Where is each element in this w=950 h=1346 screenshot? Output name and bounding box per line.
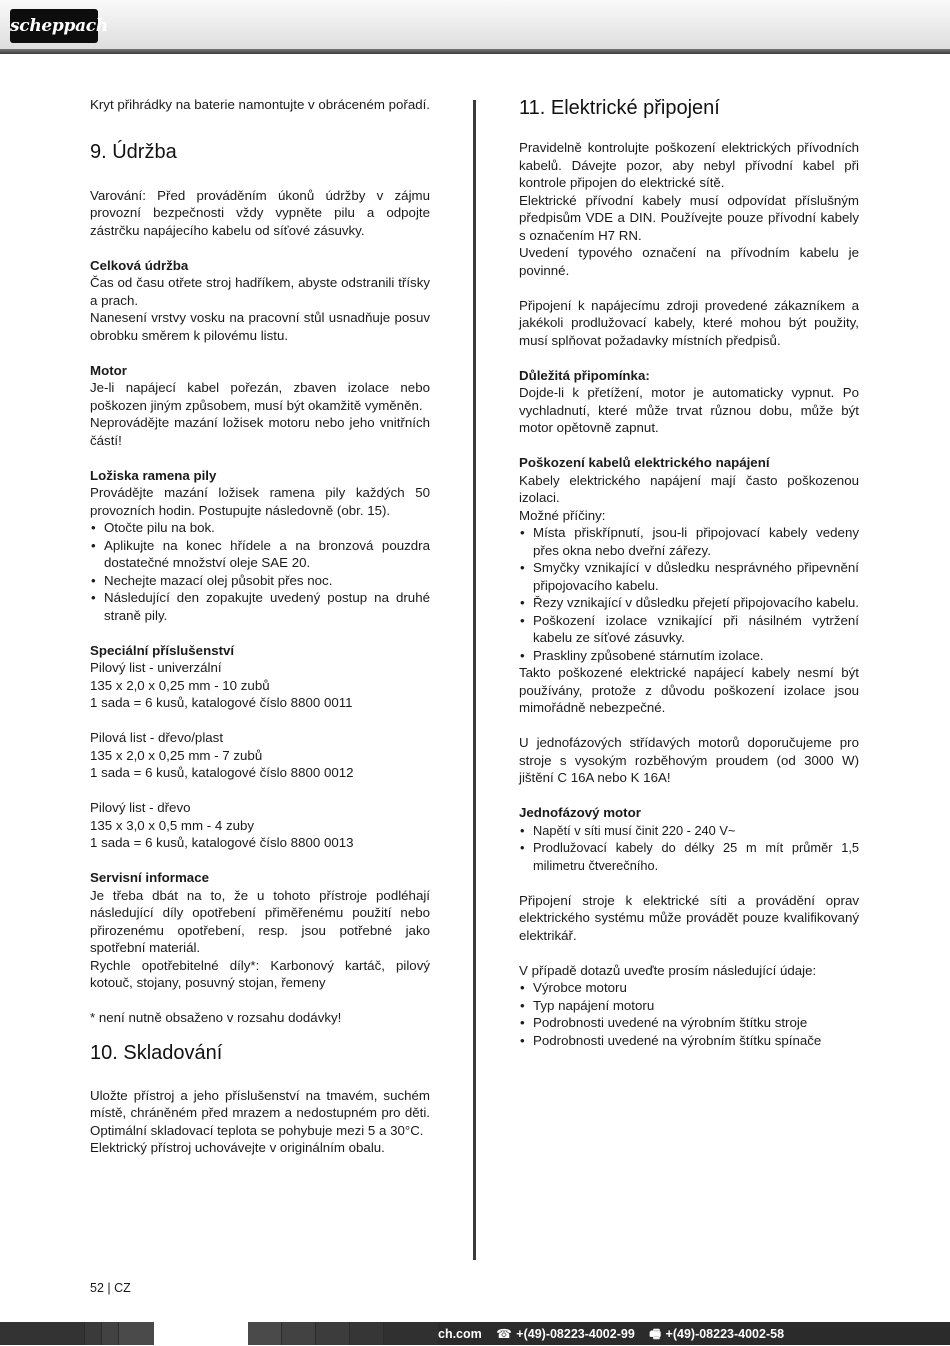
accessory-line: 135 x 2,0 x 0,25 mm - 10 zubů [90, 677, 270, 693]
accessory-line: 135 x 2,0 x 0,25 mm - 7 zubů [90, 747, 263, 763]
accessory-line: Pilový list - univerzální [90, 660, 222, 675]
footer-segment [384, 1322, 438, 1345]
accessory-line: 1 sada = 6 kusů, katalogové číslo 8800 0013 [90, 835, 354, 850]
inquiry-text: V případě dotazů uveďte prosím následující údaje: [519, 962, 817, 978]
list-item: • Typ napájení motoru [519, 997, 859, 1015]
list-item: • Prodlužovací kabely do délky 25 m mít průměr 1,5 milimetru čtverečního. [519, 839, 859, 874]
single-phase-heading: Jednofázový motor [519, 805, 641, 820]
electric-text-2: Elektrické přívodní kabely musí odpovídat příslušným předpisům VDE a DIN. Používejte pouze přívodní kabely s označením H7 RN. [519, 192, 859, 243]
accessory-line: Pilová list - dřevo/plast [90, 730, 224, 745]
accessory-line: 135 x 3,0 x 0,5 mm - 4 zuby [90, 817, 255, 833]
footer-white-block [154, 1322, 248, 1345]
list-item: • Smyčky vznikající v důsledku nesprávného připevnění připojovacího kabelu. [519, 559, 859, 594]
section-10-title: 10. Skladování [90, 1041, 223, 1064]
arm-bearings-heading: Ložiska ramena pily [90, 467, 217, 483]
cable-damage-list [519, 524, 859, 664]
accessories-heading: Speciální příslušenství [90, 642, 235, 658]
footer-fax: 🖷 +(49)-08223-4002-58 [649, 1327, 785, 1341]
cable-damage-heading: Poškození kabelů elektrického napájení [519, 455, 770, 470]
footer-phone: ☎ +(49)-08223-4002-99 [496, 1327, 635, 1341]
general-maintenance-heading: Celková údržba [90, 257, 189, 273]
electric-text-3: Uvedení typového označení na přívodním kabelu je povinné. [519, 245, 859, 278]
inquiry-list [519, 979, 859, 1049]
footer-segment [119, 1322, 154, 1345]
page-header [0, 0, 950, 52]
list-item: • Napětí v síti musí činit 220 - 240 V~ [519, 822, 859, 840]
cable-damage-text-2: Možné příčiny: [519, 507, 606, 523]
list-item: • Podrobnosti uvedené na výrobním štítku spínače [519, 1032, 859, 1050]
list-item: • Následující den zopakujte uvedený postup na druhé straně pily. [90, 589, 430, 624]
storage-text-2: Elektrický přístroj uchovávejte v originálním obalu. [90, 1140, 385, 1155]
footer-segment [316, 1322, 349, 1345]
service-info-text-1: Je třeba dbát na to, že u tohoto přístroje podléhají následující díly opotřebení přiměřenému použití nebo přirozenému opotřebení, resp. jsou potřebné jako spotřební materiál. [90, 887, 430, 955]
page-number: 52 | CZ [90, 1281, 131, 1295]
brand-logo: scheppach [10, 9, 98, 43]
accessory-line: Pilový list - dřevo [90, 800, 191, 815]
list-item: • Otočte pilu na bok. [90, 519, 430, 537]
footer-segment [0, 1322, 84, 1345]
header-rule [0, 49, 950, 54]
list-item: • Aplikujte na konec hřídele a na bronzová pouzdra dostatečné množství oleje SAE 20. [90, 537, 430, 572]
right-column [519, 96, 859, 1049]
important-note-heading: Důležitá připomínka: [519, 367, 650, 383]
list-item: • Praskliny způsobené stárnutím izolace. [519, 647, 859, 665]
section-9-title: 9. Údržba [90, 140, 177, 163]
cable-damage-text-3: Takto poškozené elektrické napájecí kabely nesmí být používány, protože z důvodu poškození izolace jsou mimořádně nebezpečné. [519, 665, 859, 715]
footer-segment [248, 1322, 281, 1345]
list-item: • Výrobce motoru [519, 979, 859, 997]
footer-contact [438, 1325, 794, 1346]
list-item: • Nechejte mazací olej působit přes noc. [90, 572, 430, 590]
footer-segment [102, 1322, 118, 1345]
motor-heading: Motor [90, 362, 127, 378]
list-item: • Místa přiskřípnutí, jsou-li připojovací kabely vedeny přes okna nebo dveřní zářezy. [519, 524, 859, 559]
accessory-line: 1 sada = 6 kusů, katalogové číslo 8800 0011 [90, 695, 353, 710]
electrician-text: Připojení stroje k elektrické síti a provádění oprav elektrického systému může provádět pouze kvalifikovaný elektrikář. [519, 892, 859, 943]
maintenance-warning: Varování: Před prováděním úkonů údržby v zájmu provozní bezpečnosti vždy vypněte pilu a odpojte zástrčku napájecího kabelu od síťové zásuvky. [90, 187, 430, 238]
cable-damage-text-1: Kabely elektrického napájení mají často poškozenou izolaci. [519, 472, 859, 505]
motor-text-1: Je-li napájecí kabel pořezán, zbaven izolace nebo poškozen jiným způsobem, musí být okamžitě vyměněn. [90, 380, 430, 413]
list-item: • Podrobnosti uvedené na výrobním štítku stroje [519, 1014, 859, 1032]
intro-text: Kryt přihrádky na baterie namontujte v obráceném pořadí. [90, 97, 430, 112]
important-note-text: Dojde-li k přetížení, motor je automaticky vypnut. Po vychladnutí, které může trvat různou dobu, může být motor opětovně zapnut. [519, 385, 859, 435]
storage-text-1: Uložte přístroj a jeho příslušenství na tmavém, suchém místě, chráněném před mrazem a nedostupném pro děti. Optimální skladovací teplota se pohybuje mezi 5 a 30°C. [90, 1087, 430, 1138]
fuse-recommendation: U jednofázových střídavých motorů doporučujeme pro stroje s vysokým rozběhovým proudem (od 3000 W) jištění C 16A nebo K 16A! [519, 735, 859, 785]
electric-text-4: Připojení k napájecímu zdroji provedené zákazníkem a jakékoli prodlužovací kabely, které mohou být použity, musí splňovat požadavky místních předpisů. [519, 297, 859, 348]
left-column [90, 96, 430, 1157]
column-divider [473, 100, 476, 1260]
general-maintenance-text-2: Nanesení vrstvy vosku na pracovní stůl usnadňuje posuv obrobku směrem k pilovému listu. [90, 310, 430, 343]
arm-bearings-list [90, 519, 430, 624]
footer-segment [350, 1322, 383, 1345]
footer-segment [282, 1322, 315, 1345]
arm-bearings-text: Provádějte mazání ložisek ramena pily každých 50 provozních hodin. Postupujte následovně (obr. 15). [90, 485, 430, 518]
footer-website[interactable]: ch.com [438, 1327, 482, 1341]
service-info-heading: Servisní informace [90, 870, 209, 885]
motor-text-2: Neprovádějte mazání ložisek motoru nebo jeho vnitřních částí! [90, 415, 430, 448]
service-info-note: * není nutně obsaženo v rozsahu dodávky! [90, 1010, 342, 1025]
footer-segment [85, 1322, 101, 1345]
electric-text-1: Pravidelně kontrolujte poškození elektrických přívodních kabelů. Dávejte pozor, aby nebyl přívodní kabel při kontrole připojen do elektrické sítě. [519, 140, 859, 190]
general-maintenance-text-1: Čas od času otřete stroj hadříkem, abyste odstranili třísky a prach. [90, 275, 430, 308]
single-phase-list [519, 822, 859, 875]
list-item: • Řezy vznikající v důsledku přejetí připojovacího kabelu. [519, 594, 859, 612]
section-11-title: 11. Elektrické připojení [519, 97, 720, 119]
service-info-text-2: Rychle opotřebitelné díly*: Karbonový kartáč, pilový kotouč, stojany, posuvný stojan, řemeny [90, 957, 430, 990]
accessory-line: 1 sada = 6 kusů, katalogové číslo 8800 0012 [90, 765, 354, 780]
list-item: • Poškození izolace vznikající při násilném vytržení kabelu ze síťové zásuvky. [519, 612, 859, 647]
